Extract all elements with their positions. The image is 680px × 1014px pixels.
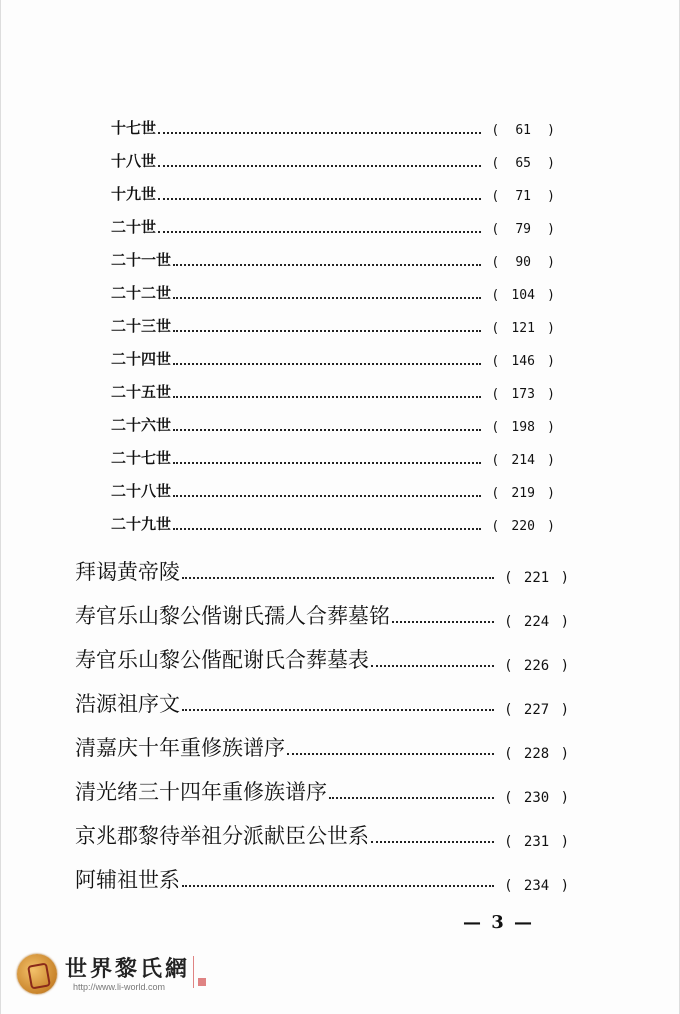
toc-page-number: 226	[523, 658, 550, 674]
toc-page-number: 121	[511, 321, 535, 336]
toc-page-number: 220	[511, 519, 535, 534]
toc-entry-title: 寿官乐山黎公偕配谢氏合葬墓表	[75, 648, 369, 672]
toc-entry[interactable]	[75, 554, 575, 588]
dot-leader	[173, 264, 481, 266]
toc-entry[interactable]	[111, 378, 561, 404]
toc-entry-title: 阿辅祖世系	[75, 868, 180, 892]
toc-entry[interactable]	[75, 730, 575, 764]
dot-leader	[173, 495, 481, 497]
dot-leader	[173, 396, 481, 398]
dot-leader	[371, 841, 494, 843]
toc-entry[interactable]	[111, 147, 561, 173]
toc-page-number: 224	[523, 614, 550, 630]
toc-page-ref: ( 198 )	[491, 420, 555, 435]
toc-page-ref: ( 220 )	[491, 519, 555, 534]
toc-page-ref: ( 71 )	[491, 189, 555, 204]
toc-page-ref: ( 234 )	[504, 878, 569, 894]
watermark-name: 世界黎氏網	[65, 956, 191, 982]
toc-page-ref: ( 121 )	[491, 321, 555, 336]
toc-entry-title: 二十七世	[111, 449, 172, 467]
dot-leader	[173, 528, 481, 530]
dot-leader	[173, 363, 481, 365]
toc-page-ref: ( 104 )	[491, 288, 555, 303]
dot-leader	[158, 132, 481, 134]
toc-entry-title: 十九世	[111, 185, 157, 203]
toc-page-number: 198	[511, 420, 535, 435]
toc-entry[interactable]	[111, 312, 561, 338]
toc-page-ref: ( 226 )	[504, 658, 569, 674]
dot-leader	[371, 665, 494, 667]
toc-entry-title: 十七世	[111, 119, 157, 137]
toc-page-ref: ( 173 )	[491, 387, 555, 402]
toc-entry-title: 十八世	[111, 152, 157, 170]
toc-page-number: 79	[515, 222, 531, 237]
dot-leader	[173, 429, 481, 431]
dot-leader	[329, 797, 494, 799]
toc-entry[interactable]	[111, 213, 561, 239]
toc-page-number: 61	[515, 123, 531, 138]
toc-entry-title: 二十世	[111, 218, 157, 236]
toc-page-number: 221	[523, 570, 550, 586]
dot-leader	[173, 297, 481, 299]
toc-page-ref: ( 146 )	[491, 354, 555, 369]
toc-page-number: 234	[523, 878, 550, 894]
toc-page-ref: ( 230 )	[504, 790, 569, 806]
toc-entry-title: 二十二世	[111, 284, 172, 302]
toc-entry[interactable]	[75, 598, 575, 632]
toc-page-ref: ( 65 )	[491, 156, 555, 171]
toc-entry[interactable]	[111, 246, 561, 272]
toc-page-ref: ( 90 )	[491, 255, 555, 270]
toc-entry-title: 二十一世	[111, 251, 172, 269]
toc-page-ref: ( 224 )	[504, 614, 569, 630]
toc-page-number: 228	[523, 746, 550, 762]
toc-page-number: 214	[511, 453, 535, 468]
toc-entry[interactable]	[75, 642, 575, 676]
toc-page-number: 65	[515, 156, 531, 171]
dot-leader	[182, 577, 494, 579]
toc-page-number: 231	[523, 834, 550, 850]
toc-page-number: 173	[511, 387, 535, 402]
toc-page-ref: ( 79 )	[491, 222, 555, 237]
toc-page-number: 71	[515, 189, 531, 204]
toc-page-ref: ( 214 )	[491, 453, 555, 468]
dot-leader	[173, 330, 481, 332]
stamp-icon	[193, 956, 208, 988]
watermark-url: http://www.li-world.com	[73, 982, 166, 992]
toc-entry-title: 二十三世	[111, 317, 172, 335]
toc-page-number: 219	[511, 486, 535, 501]
toc-entry-title: 拜谒黄帝陵	[75, 560, 180, 584]
toc-entry[interactable]	[111, 180, 561, 206]
dot-leader	[158, 165, 481, 167]
toc-entry-title: 清光绪三十四年重修族谱序	[75, 780, 327, 804]
toc-entry[interactable]	[111, 510, 561, 536]
toc-page-ref: ( 231 )	[504, 834, 569, 850]
dot-leader	[173, 462, 481, 464]
toc-entry[interactable]	[111, 444, 561, 470]
toc-page-number: 104	[511, 288, 535, 303]
toc-entry[interactable]	[111, 114, 561, 140]
toc-entry[interactable]	[111, 345, 561, 371]
toc-entry-title: 二十九世	[111, 515, 172, 533]
dot-leader	[392, 621, 494, 623]
toc-page-ref: ( 227 )	[504, 702, 569, 718]
toc-entry[interactable]	[75, 862, 575, 896]
toc-page-number: 90	[515, 255, 531, 270]
toc-entry[interactable]	[111, 477, 561, 503]
toc-page-ref: ( 219 )	[491, 486, 555, 501]
toc-entry-title: 寿官乐山黎公偕谢氏孺人合葬墓铭	[75, 604, 390, 628]
toc-entry-title: 二十八世	[111, 482, 172, 500]
dot-leader	[182, 885, 494, 887]
dot-leader	[158, 231, 481, 233]
toc-page-number: 227	[523, 702, 550, 718]
dot-leader	[287, 753, 494, 755]
toc-entry[interactable]	[75, 686, 575, 720]
toc-entry[interactable]	[75, 774, 575, 808]
toc-page-ref: ( 228 )	[504, 746, 569, 762]
toc-page-ref: ( 221 )	[504, 570, 569, 586]
toc-entry-title: 浩源祖序文	[75, 692, 180, 716]
page-number: — 3 —	[463, 912, 535, 933]
dot-leader	[182, 709, 494, 711]
toc-entry-title: 二十四世	[111, 350, 172, 368]
toc-page-number: 230	[523, 790, 550, 806]
toc-entry[interactable]	[111, 411, 561, 437]
toc-entry[interactable]	[111, 279, 561, 305]
toc-page-number: 146	[511, 354, 535, 369]
toc-page-ref: ( 61 )	[491, 123, 555, 138]
seal-icon	[17, 954, 57, 994]
toc-entry-title: 二十五世	[111, 383, 172, 401]
watermark-logo	[13, 950, 243, 1000]
toc-entry-title: 清嘉庆十年重修族谱序	[75, 736, 285, 760]
toc-entry-title: 京兆郡黎待举祖分派献臣公世系	[75, 824, 369, 848]
toc-entry-title: 二十六世	[111, 416, 172, 434]
toc-entry[interactable]	[75, 818, 575, 852]
dot-leader	[158, 198, 481, 200]
